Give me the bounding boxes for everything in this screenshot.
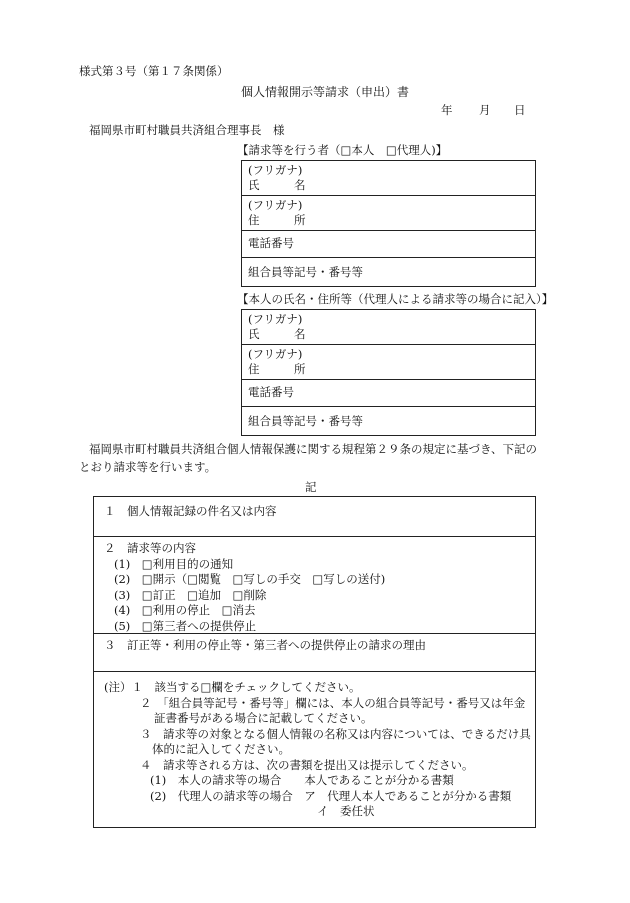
principal-address-row[interactable]: [242, 345, 535, 380]
requester-address-row[interactable]: [242, 196, 535, 231]
request-option-correction[interactable]: (3) □訂正 □追加 □削除: [114, 587, 267, 602]
principal-address-furigana: (フリガナ): [248, 347, 303, 361]
section-request-reason[interactable]: [94, 634, 535, 672]
note-line-8: (2) 代理人の請求等の場合 ア 代理人本人であることが分かる書類: [150, 788, 512, 803]
principal-phone-row[interactable]: [242, 380, 535, 407]
requester-phone-row[interactable]: [242, 231, 535, 258]
request-table: [93, 496, 536, 828]
principal-name-row[interactable]: [242, 310, 535, 345]
note-line-5: 体的に記入してください。: [152, 742, 290, 756]
date-year: 年: [441, 103, 453, 117]
requester-heading: 【請求等を行う者（□本人 □代理人)】: [237, 143, 448, 157]
principal-member-number-label: 組合員等記号・番号等: [248, 414, 363, 428]
requester-address-label: 住 所: [248, 213, 306, 227]
requester-member-number-label: 組合員等記号・番号等: [248, 265, 363, 279]
requester-name-row[interactable]: [242, 161, 535, 196]
principal-address-label: 住 所: [248, 362, 306, 376]
principal-name-furigana: (フリガナ): [248, 312, 303, 326]
principal-member-number-row[interactable]: [242, 407, 535, 437]
note-line-6: ４ 請求等される方は、次の書類を提出又は提示してください。: [140, 757, 474, 772]
intro-line-1: 福岡県市町村職員共済組合個人情報保護に関する規程第２９条の規定に基づき、下記の: [89, 442, 538, 456]
request-option-disclosure[interactable]: (2) □開示（□閲覧 □写しの手交 □写しの送付): [114, 572, 386, 586]
requester-address-furigana: (フリガナ): [248, 198, 303, 212]
principal-phone-label: 電話番号: [248, 385, 294, 399]
note-line-9: イ 委任状: [317, 804, 375, 818]
section1-title: １ 個人情報記録の件名又は内容: [104, 504, 277, 518]
requester-phone-label: 電話番号: [248, 236, 294, 250]
requester-name-furigana: (フリガナ): [248, 163, 303, 177]
section-record-subject[interactable]: [94, 497, 535, 537]
date-month: 月: [479, 103, 491, 117]
requester-name-label: 氏 名: [248, 178, 306, 192]
ki-marker: 記: [305, 480, 317, 494]
note-line-3: 証書番号がある場合に記載してください。: [154, 711, 373, 725]
principal-table: [241, 309, 536, 436]
section-notes: [94, 672, 535, 829]
addressee: 福岡県市町村職員共済組合理事長 様: [89, 123, 285, 137]
requester-member-number-row[interactable]: [242, 258, 535, 288]
request-option-stop-use[interactable]: (4) □利用の停止 □消去: [114, 603, 256, 617]
note-line-7: (1) 本人の請求等の場合 本人であることが分かる書類: [150, 773, 454, 787]
note-line-1: (注）１ 該当する□欄をチェックしてください。: [104, 680, 361, 694]
date-day: 日: [514, 103, 526, 117]
section-request-content: [94, 537, 535, 634]
note-line-4: ３ 請求等の対象となる個人情報の名称又は内容については、できるだけ具: [140, 726, 531, 741]
intro-line-2: とおり請求等を行います。: [79, 460, 217, 474]
requester-table: [241, 160, 536, 287]
request-option-stop-third-party[interactable]: (5) □第三者への提供停止: [114, 618, 257, 633]
request-option-notify-purpose[interactable]: (1) □利用目的の通知: [114, 556, 234, 571]
page-title: 個人情報開示等請求（申出）書: [241, 85, 410, 99]
section3-title: ３ 訂正等・利用の停止等・第三者への提供停止の請求の理由: [104, 638, 426, 652]
principal-name-label: 氏 名: [248, 327, 306, 341]
principal-heading: 【本人の氏名・住所等（代理人による請求等の場合に記入）】: [237, 292, 554, 306]
section2-title: ２ 請求等の内容: [104, 541, 196, 555]
note-line-2: ２ 「組合員等記号・番号等」欄には、本人の組合員等記号・番号又は年金: [140, 695, 526, 710]
form-number: 様式第３号（第１７条関係）: [79, 64, 229, 78]
